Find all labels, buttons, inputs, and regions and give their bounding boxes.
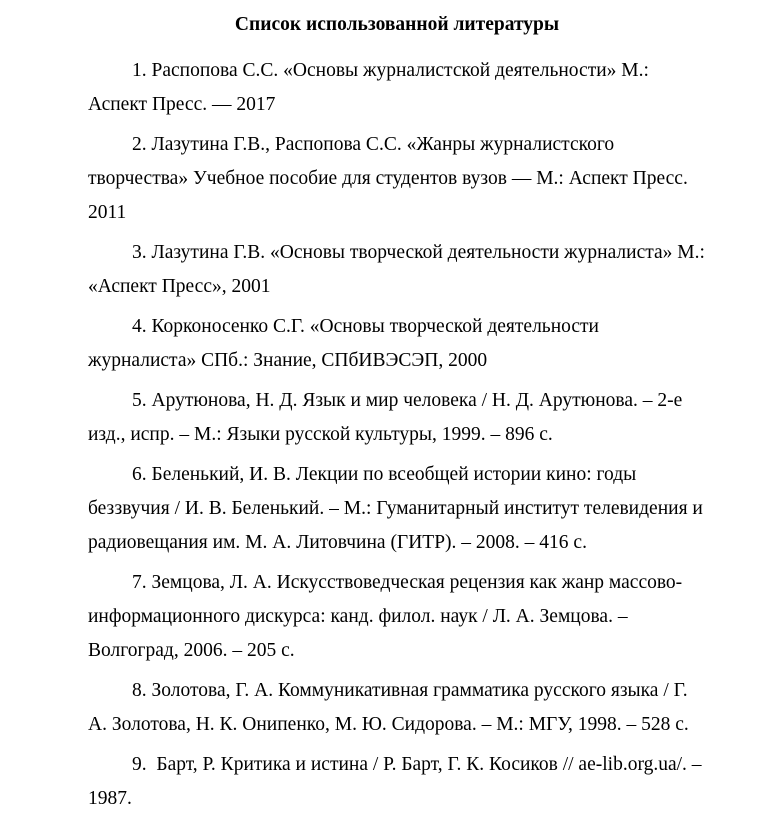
bibliography-item: 8. Золотова, Г. А. Коммуникативная грамматика русского языка / Г. А. Золотова, Н. К. Онипенко, М. Ю. Сидорова. – М.: МГУ, 1998. – 528 с. (88, 680, 693, 735)
bibliography-item: 5. Арутюнова, Н. Д. Язык и мир человека / Н. Д. Арутюнова. – 2-е изд., испр. – М.: Языки русской культуры, 1999. – 896 с. (88, 390, 688, 445)
bibliography-item: 3. Лазутина Г.В. «Основы творческой деятельности журналиста» М.: «Аспект Пресс», 2001 (88, 242, 710, 297)
bibliography-item: 9. Барт, Р. Критика и истина / Р. Барт, Г. К. Косиков // ae-lib.org.ua/. – 1987. (88, 754, 707, 809)
bibliography-item: 6. Беленький, И. В. Лекции по всеобщей истории кино: годы беззвучия / И. В. Беленький. – М.: Гуманитарный институт телевидения и радиовещания им. М. А. Литовчина (ГИТР). – 2008. – 416 с. (88, 464, 708, 553)
bibliography-item: 7. Земцова, Л. А. Искусствоведческая рецензия как жанр массово-информационного дискурса: канд. филол. наук / Л. А. Земцова. – Волгоград, 2006. – 205 с. (88, 572, 683, 661)
bibliography-list (88, 54, 710, 816)
bibliography-item: 1. Распопова С.С. «Основы журналистской деятельности» М.: Аспект Пресс. — 2017 (88, 60, 654, 115)
bibliography-item: 2. Лазутина Г.В., Распопова С.С. «Жанры журналистского творчества» Учебное пособие для студентов вузов — М.: Аспект Пресс. 2011 (88, 134, 693, 223)
bibliography-item: 4. Корконосенко С.Г. «Основы творческой деятельности журналиста» СПб.: Знание, СПбИВЭСЭП, 2000 (88, 316, 604, 371)
document-title: Список использованной литературы (234, 14, 560, 35)
